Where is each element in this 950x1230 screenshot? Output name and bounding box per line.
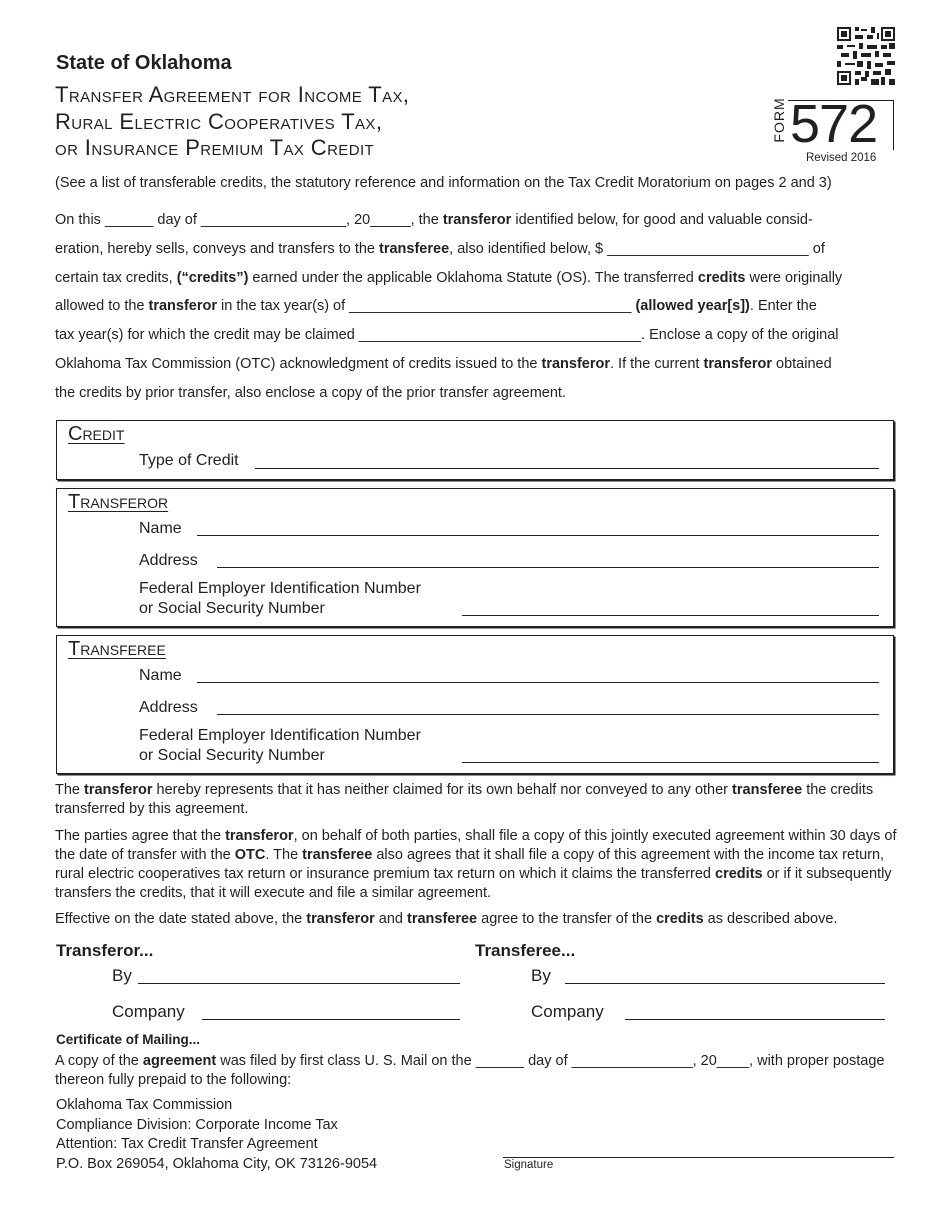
representation-paragraph: The transferor hereby represents that it has neither claimed for its own behalf nor conveyed to any other transferee the credits transferred by this agreement. [55, 782, 874, 817]
transferor-section [56, 488, 894, 627]
agreement-line: allowed to the transferor in the tax year(s) of ___________________________________ (allowed year[s]). Enter the [55, 298, 817, 314]
transferee-fein-label: Federal Employer Identification Number [139, 727, 421, 744]
transferee-name-label: Name [139, 667, 182, 684]
form-label: FORM [771, 97, 787, 143]
transferee-section [56, 635, 894, 774]
transferor-address-field[interactable] [217, 567, 879, 568]
effective-paragraph: Effective on the date stated above, the transferor and transferee agree to the transfer of the credits as described above. [55, 911, 838, 927]
mailing-signature-field[interactable] [503, 1157, 894, 1158]
agreement-line: eration, hereby sells, conveys and transfers to the transferee, also identified below, $ _________________________ of [55, 241, 825, 257]
state-name: State of Oklahoma [56, 52, 232, 74]
transferee-name-field[interactable] [197, 682, 879, 683]
transferee-fein-field[interactable] [462, 762, 879, 763]
credit-section-title: Credit [68, 423, 125, 445]
form-title-line-2: Rural Electric Cooperatives Tax, [55, 109, 383, 134]
transferor-company-field[interactable] [202, 1019, 460, 1020]
address-line-2: Compliance Division: Corporate Income Tax [56, 1117, 338, 1133]
transferor-section-title: Transferor [68, 491, 169, 513]
address-line-1: Oklahoma Tax Commission [56, 1097, 233, 1113]
transferor-ssn-label: or Social Security Number [139, 600, 325, 617]
transferable-credits-note: (See a list of transferable credits, the statutory reference and information on the Tax Credit Moratorium on pages 2 and 3) [55, 175, 832, 191]
agreement-line: Oklahoma Tax Commission (OTC) acknowledgment of credits issued to the transferor. If the current transferor obtained [55, 356, 832, 372]
address-line-3: Attention: Tax Credit Transfer Agreement [56, 1136, 318, 1152]
agreement-line: certain tax credits, (“credits”) earned under the applicable Oklahoma Statute (OS). The transferred credits were originally [55, 270, 843, 286]
qr-code-icon [837, 27, 895, 85]
revised-date: Revised 2016 [806, 152, 877, 164]
transferor-fein-label: Federal Employer Identification Number [139, 580, 421, 597]
transferee-address-label: Address [139, 699, 198, 716]
transferor-name-label: Name [139, 520, 182, 537]
filing-paragraph: The parties agree that the transferor, on behalf of both parties, shall file a copy of this jointly executed agreement within 30 days of the date of transfer with the OTC. The transferee also agrees that it shall file a copy of this agreement with the income tax return, rural electric cooperatives tax return or insurance premium tax return on which it claims the transferred credits or if it subsequently transfers the credits, that it will execute and file a similar agreement. [55, 828, 897, 901]
transferor-fein-field[interactable] [462, 615, 879, 616]
transferee-section-title: Transferee [68, 638, 166, 660]
transferee-company-field[interactable] [625, 1019, 885, 1020]
transferor-by-field[interactable] [138, 983, 460, 984]
certificate-of-mailing-title: Certificate of Mailing... [56, 1032, 201, 1047]
agreement-line: the credits by prior transfer, also enclose a copy of the prior transfer agreement. [55, 385, 566, 401]
transferee-company-label: Company [531, 1002, 604, 1021]
certificate-text: A copy of the agreement was filed by first class U. S. Mail on the ______ day of _______________, 20____, with proper postage thereon fully prepaid to the following: [55, 1053, 885, 1088]
transferee-by-field[interactable] [565, 983, 885, 984]
transferor-signature-heading: Transferor... [56, 941, 154, 960]
transferor-name-field[interactable] [197, 535, 879, 536]
transferee-ssn-label: or Social Security Number [139, 747, 325, 764]
agreement-line: tax year(s) for which the credit may be claimed ___________________________________. Enclose a copy of the original [55, 327, 839, 343]
transferee-address-field[interactable] [217, 714, 879, 715]
signature-label: Signature [504, 1159, 554, 1171]
credit-section [56, 420, 894, 480]
type-of-credit-label: Type of Credit [139, 452, 239, 469]
form-title-line-3: or Insurance Premium Tax Credit [55, 135, 375, 160]
transferor-company-label: Company [112, 1002, 185, 1021]
form-number: 572 [790, 94, 878, 154]
address-line-4: P.O. Box 269054, Oklahoma City, OK 73126-9054 [56, 1156, 378, 1172]
agreement-line: On this ______ day of __________________, 20_____, the transferor identified below, for good and valuable consid- [55, 212, 813, 228]
type-of-credit-field[interactable] [255, 468, 879, 469]
transferor-by-label: By [112, 966, 132, 985]
transferee-by-label: By [531, 966, 551, 985]
transferee-signature-heading: Transferee... [475, 941, 576, 960]
form-title-line-1: Transfer Agreement for Income Tax, [55, 82, 410, 107]
transferor-address-label: Address [139, 552, 198, 569]
